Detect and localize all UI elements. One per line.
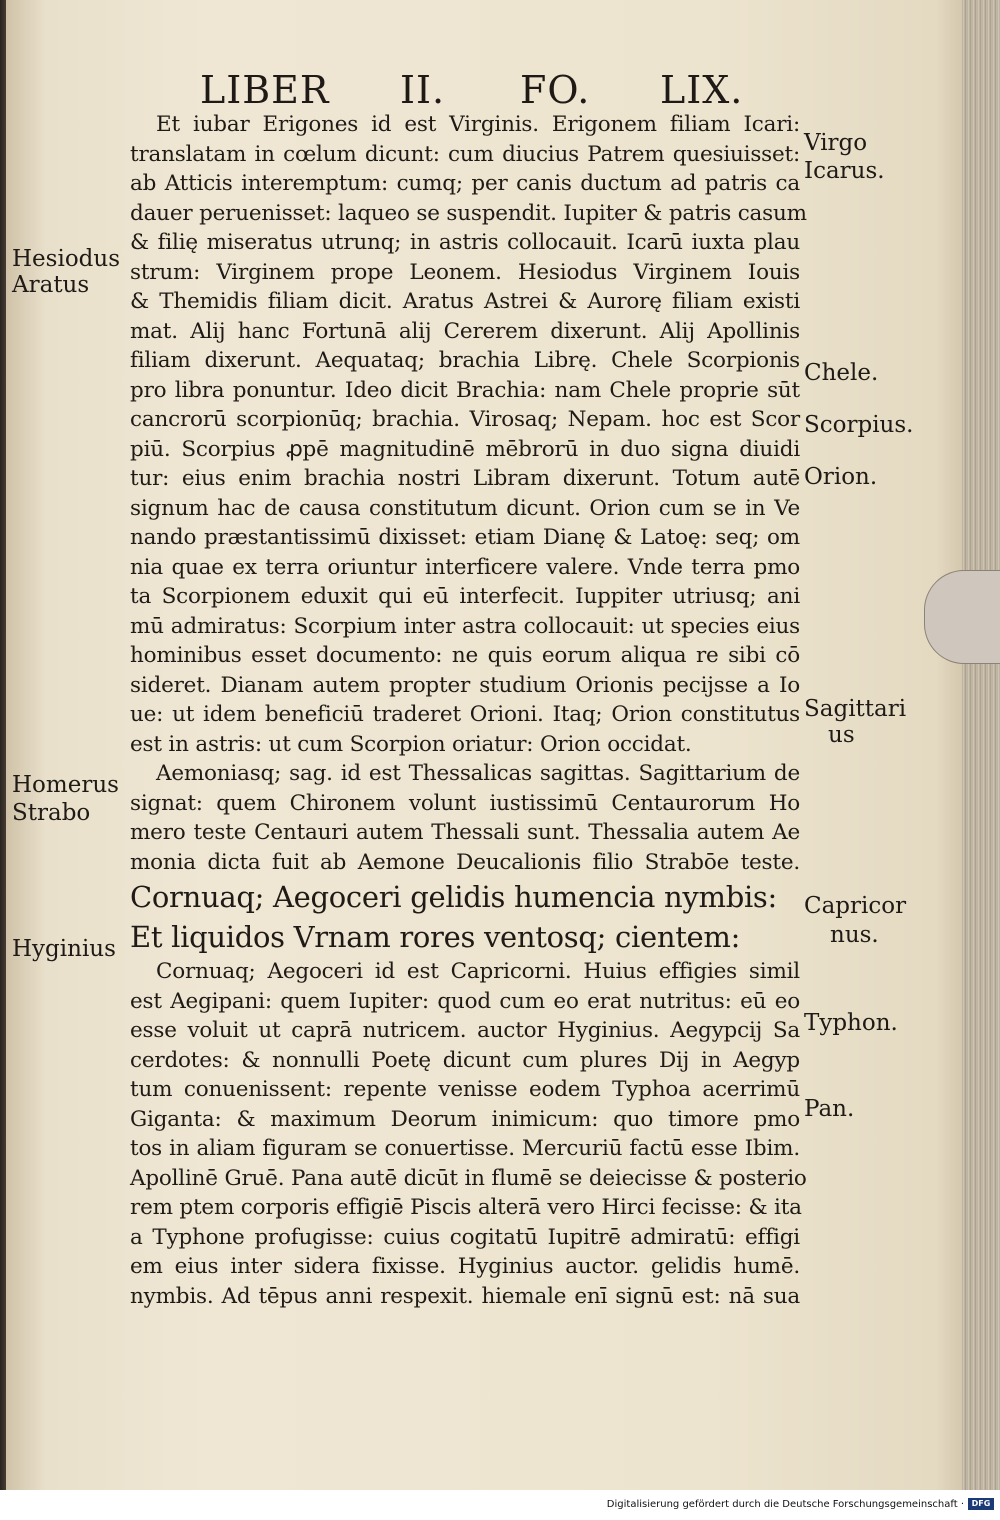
text-line: em eius inter sidera fixisse. Hyginius auctor. gelidis humē.: [130, 1254, 800, 1279]
dfg-logo: DFG: [968, 1498, 994, 1510]
text-line: sideret. Dianam autem propter studium Orionis pecijsse a Io: [130, 672, 800, 698]
text-line: tos in aliam figuram se conuertisse. Mercuriū factū esse Ibim.: [130, 1136, 800, 1161]
text-line: Et iubar Erigones id est Virginis. Erigonem filiam Icari:: [156, 112, 800, 137]
text-line: & filię miseratus utrunq; in astris collocauit. Icarū iuxta plau: [130, 230, 800, 255]
text-line: strum: Virginem prope Leonem. Hesiodus Virginem Iouis: [130, 259, 800, 285]
text-line: piū. Scorpius ꝓpē magnitudinē mēbrorū in duo signa diuidi: [130, 436, 800, 462]
margin-note-left: Aratus: [12, 272, 90, 298]
book-clasp: [924, 570, 1000, 664]
margin-note-right: Capricor: [804, 893, 907, 919]
text-line: est Aegipani: quem Iupiter: quod cum eo erat nutritus: eū eo: [130, 988, 800, 1014]
text-line: tum conuenissent: repente venisse eodem Typhoa acerrimū: [130, 1077, 800, 1102]
text-line: Apollinē Gruē. Pana autē dicūt in flumē se deiecisse & posterio: [130, 1165, 807, 1191]
text-line: signat: quem Chironem volunt iustissimū Centaurorum Ho: [130, 790, 800, 816]
header-liber: LIBER: [200, 68, 330, 112]
text-line: mū admiratus: Scorpium inter astra collocauit: ut species eius: [130, 613, 800, 639]
margin-note-right: Sagittari: [804, 696, 907, 722]
text-line: mero teste Centauri autem Thessali sunt. Thessalia autem Ae: [130, 820, 800, 845]
margin-note-right: us: [828, 722, 855, 748]
text-line: translatam in cœlum dicunt: cum diucius Patrem quesiuisset:: [130, 141, 800, 167]
margin-note-left: Homerus: [12, 772, 119, 798]
text-line: est in astris: ut cum Scorpion oriatur: Orion occidat.: [130, 731, 692, 757]
text-line: ue: ut idem beneficiū traderet Orioni. Itaq; Orion constitutus: [130, 702, 800, 727]
text-line: hominibus esset documento: ne quis eorum aliqua re sibi cō: [130, 643, 800, 668]
margin-note-left: Hesiodus: [12, 246, 121, 272]
text-line: cerdotes: & nonnulli Poetę dicunt cum plures Dij in Aegyp: [130, 1047, 800, 1073]
text-line: monia dicta fuit ab Aemone Deucalionis filio Strabōe teste.: [130, 849, 800, 875]
margin-note-right: Typhon.: [804, 1010, 898, 1036]
text-line: a Typhone profugisse: cuius cogitatū Iupitrē admiratū: effigi: [130, 1224, 800, 1250]
text-line: signum hac de causa constitutum dicunt. Orion cum se in Ve: [130, 495, 800, 521]
margin-note-right: Virgo: [804, 130, 868, 156]
text-line: tur: eius enim brachia nostri Libram dixerunt. Totum autē: [130, 466, 800, 491]
margin-note-right: nus.: [830, 922, 879, 948]
text-line: dauer peruenisset: laqueo se suspendit. Iupiter & patris casum: [130, 200, 807, 226]
text-line: pro libra ponuntur. Ideo dicit Brachia: nam Chele proprie sūt: [130, 377, 800, 403]
header-leaf-number: LIX.: [660, 68, 744, 112]
margin-note-left: Strabo: [12, 800, 91, 826]
margin-note-right: Scorpius.: [804, 412, 914, 438]
funding-credit: Digitalisierung gefördert durch die Deutsche Forschungsgemeinschaft ·: [606, 1499, 964, 1510]
text-line: ab Atticis interemptum: cumq; per canis ductum ad patris ca: [130, 171, 800, 196]
text-line: mat. Alij hanc Fortunā alij Cererem dixerunt. Alij Apollinis: [130, 318, 800, 344]
margin-note-right: Orion.: [804, 464, 878, 490]
margin-note-right: Pan.: [804, 1096, 855, 1122]
verse-line: Cornuaq; Aegoceri gelidis humencia nymbis:: [130, 880, 777, 914]
margin-note-right: Icarus.: [804, 158, 885, 184]
commentary-text: [130, 110, 807, 1311]
header-book-number: II.: [400, 68, 446, 112]
text-line: Cornuaq; Aegoceri id est Capricorni. Huius effigies simil: [156, 959, 800, 984]
verse-line: Et liquidos Vrnam rores ventosq; cientem:: [130, 920, 741, 954]
text-line: nymbis. Ad tēpus anni respexit. hiemale enī signū est: nā sua: [130, 1283, 800, 1309]
text-line: cancrorū scorpionūq; brachia. Virosaq; Nepam. hoc est Scor: [130, 407, 800, 432]
text-line: nia quae ex terra oriuntur interficere valere. Vnde terra pmo: [130, 554, 800, 580]
margin-note-right: Chele.: [804, 360, 879, 386]
digitization-credit-bar: [0, 1490, 1000, 1520]
text-line: & Themidis filiam dicit. Aratus Astrei & Aurorę filiam existi: [130, 289, 800, 314]
text-line: esse voluit ut caprā nutricem. auctor Hyginius. Aegypcij Sa: [130, 1018, 800, 1043]
margin-note-left: Hyginius: [12, 936, 116, 962]
text-line: Aemoniasq; sag. id est Thessalicas sagittas. Sagittarium de: [156, 761, 800, 786]
text-line: rem ptem corporis effigiē Piscis alterā vero Hirci fecisse: & ita: [130, 1195, 802, 1220]
text-line: Giganta: & maximum Deorum inimicum: quo timore pmo: [130, 1106, 800, 1132]
header-folio-label: FO.: [520, 68, 591, 112]
page-edges: [962, 0, 1000, 1490]
text-line: ta Scorpionem eduxit qui eū interfecit. Iuppiter utriusq; ani: [130, 584, 800, 609]
text-line: nando præstantissimū dixisset: etiam Dianę & Latoę: seq; om: [130, 525, 800, 550]
text-line: filiam dixerunt. Aequataq; brachia Librę. Chele Scorpionis: [130, 348, 800, 373]
